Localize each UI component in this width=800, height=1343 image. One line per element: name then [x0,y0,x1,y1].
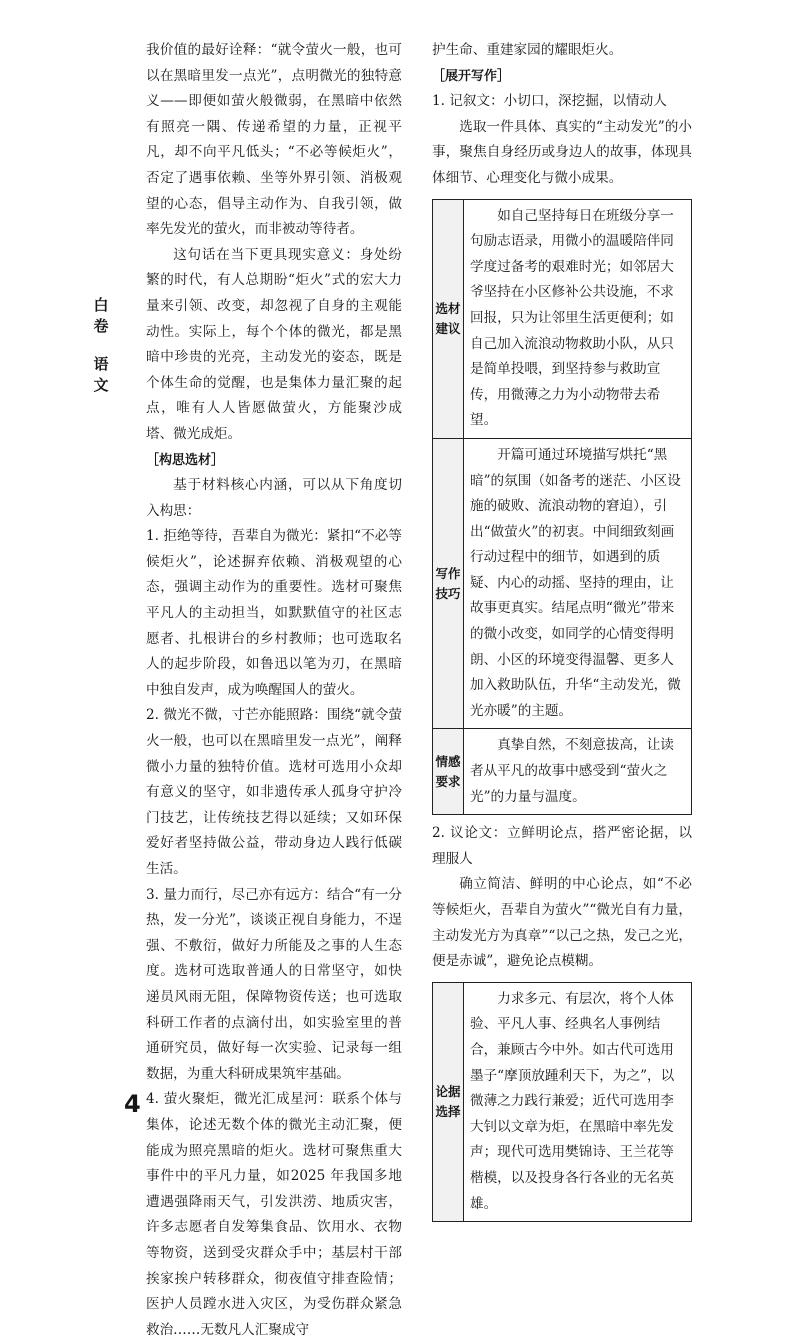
list-item: 2. 微光不微，寸芒亦能照路：围绕“就令萤火一般，也可以在黑暗里发一点光”，阐释微小力量的独特价值。选材可选用小众却有意义的坚守，如非遗传承人孤身守护冷门技艺，让传统技艺得以延续；又如环保爱好者坚持做公益，带动身边人践行低碳生活。 [146,707,402,877]
paragraph: 基于材料核心内涵，可以从下角度切入构思： [146,477,402,519]
row-label: 写作技巧 [433,439,464,729]
book-char: 白 [93,296,109,314]
subject-name [86,355,116,394]
argument-table [432,982,692,1222]
row-text: 如自己坚持每日在班级分享一句励志语录，用微小的温暖陪伴同学度过备考的艰难时光；如邻居大爷坚持在小区修补公共设施，不求回报，只为让邻里生活更便利；如自己加入流浪动物救助小队，从只是简单投喂，到坚持参与救助宣传，用微薄之力为小动物带去希望。 [470,207,674,429]
right-column [432,38,692,1222]
section-heading: ［构思选材］ [146,452,225,468]
table-row [433,729,691,814]
row-text: 开篇可通过环境描写烘托“黑暗”的氛围（如备考的迷茫、小区设施的破败、流浪动物的窘迫），引出“做萤火”的初衷。中间细致刻画行动过程中的细节，如遇到的质疑、内心的动摇、坚持的理由，让故事更真实。结尾点明“微光”带来的微小改变，如同学的心情变得明朗、小区的环境变得温馨、更多人加入救助队伍，升华“主动发光，微光亦暖”的主题。 [470,446,681,719]
paragraph: 选取一件具体、真实的“主动发光”的小事，聚焦自身经历或身边人的故事，体现具体细节、心理变化与微小成果。 [432,118,692,186]
row-text: 力求多元、有层次，将个人体验、平凡人事、经典名人事例结合，兼顾古今中外。如古代可选用墨子“摩顶放踵利天下，为之”，以微薄之力践行兼爱；近代可选用李大钊以文章为炬，在黑暗中率先发声；现代可选用樊锦诗、王兰花等楷模，以及投身各行各业的无名英雄。 [470,990,675,1212]
sidebar-label [86,296,116,397]
subheading: 2. 议论文：立鲜明论点，搭严密论据，以理服人 [432,825,692,867]
paragraph: 我价值的最好诠释：“就令萤火一般，也可以在黑暗里发一点光”，点明微光的独特意义——即便如萤火般微弱，在黑暗中依然有照亮一隅、传递希望的力量，正视平凡，却不向平凡低头；“不必等候炬火”，否定了遇事依赖、坐等外界引领、消极观望的心态，倡导主动作为、自我引领，做率先发光的萤火，而非被动等待者。 [146,42,402,238]
table-row [433,983,691,1221]
subject-char: 文 [93,376,109,394]
narrative-table [432,199,692,816]
subject-char: 语 [93,355,109,373]
page-number: 4 [124,1090,141,1118]
book-name [86,296,116,335]
row-label: 论据选择 [433,983,464,1221]
subheading: 1. 记叙文：小切口，深挖掘，以情动人 [432,93,667,110]
section-heading: ［展开写作］ [432,68,511,84]
paragraph: 这句话在当下更具现实意义：身处纷繁的时代，有人总期盼“炬火”式的宏大力量来引领、改变，却忽视了自身的主观能动性。实际上，每个个体的微光，都是黑暗中珍贵的光亮，主动发光的姿态，既是个体生命的觉醒，也是集体力量汇聚的起点，唯有人人皆愿做萤火，方能聚沙成塔、微光成炬。 [146,246,402,442]
row-text: 真挚自然，不刻意拔高，让读者从平凡的故事中感受到“萤火之光”的力量与温度。 [470,737,674,805]
table-row [433,200,691,439]
row-label: 选材建议 [433,200,464,438]
paragraph: 确立简洁、鲜明的中心论点，如“不必等候炬火，吾辈自为萤火”“微光自有力量，主动发光方为真章”“以己之热，发己之光，便是赤诚”，避免论点模糊。 [432,876,692,970]
list-item: 4. 萤火聚炬，微光汇成星河：联系个体与集体，论述无数个体的微光主动汇聚，便能成为照亮黑暗的炬火。选材可聚焦重大事件中的平凡力量，如2025 年我国多地遭遇强降雨天气，引发洪涝、地质灾害，许多志愿者自发筹集食品、饮用水、衣物等物资，送到受灾群众手中；基层村干部挨家挨户转移群众，彻夜值守排查险情；医护人员蹚水进入灾区，为受伤群众紧急救治……无数凡人汇聚成守 [146,1091,402,1338]
list-item: 1. 拒绝等待，吾辈自为微光：紧扣“不必等候炬火”，论述摒弃依赖、消极观望的心态，强调主动作为的重要性。选材可聚焦平凡人的主动担当，如默默值守的社区志愿者、扎根讲台的乡村教师；也可选取名人的起步阶段，如鲁迅以笔为刃，在黑暗中独自发声，成为唤醒国人的萤火。 [146,528,402,698]
row-label: 情感要求 [433,729,464,814]
left-column [146,38,402,1343]
table-row [433,439,691,730]
list-item: 3. 量力而行，尽己亦有远方：结合“有一分热，发一分光”，谈谈正视自身能力，不逞强、不敷衍，做好力所能及之事的人生态度。选材可选取普通人的日常坚守，如快递员风雨无阻，保障物资传送；也可选取科研工作者的点滴付出，如实验室里的普通研究员，做好每一次实验、记录每一组数据，为重大科研成果筑牢基础。 [146,886,402,1082]
book-char: 卷 [93,317,109,335]
paragraph: 护生命、重建家园的耀眼炬火。 [432,42,623,58]
